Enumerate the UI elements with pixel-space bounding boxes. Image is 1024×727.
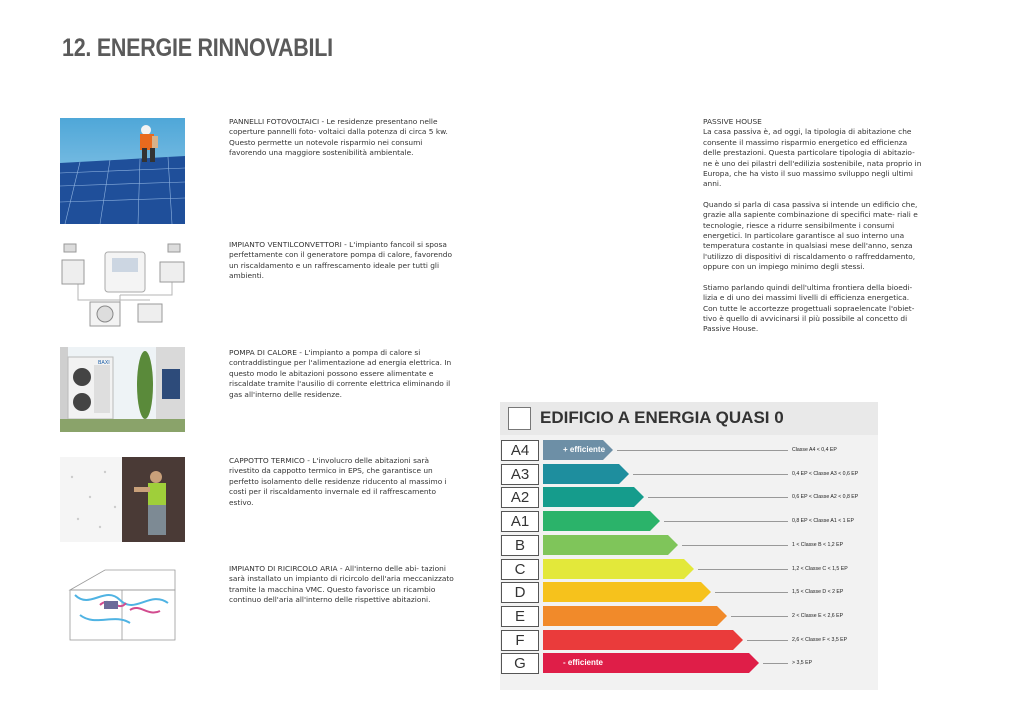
energy-class-range: 2 < Classe E < 2,6 EP — [792, 613, 844, 619]
energy-class-bar-text: + efficiente — [563, 445, 606, 454]
section-heat-pump — [229, 348, 454, 400]
leader-line — [731, 616, 788, 617]
checkbox-icon — [508, 407, 531, 430]
energy-class-range: 2,6 < Classe F < 3,5 EP — [792, 637, 848, 643]
passive-house-paragraph-2: Quando si parla di casa passiva si intende un edificio che, grazie alla sapiente combinazione di specifici mate- riali e tecnologie, riesce a ridurre sensibilmente i consumi energetici. In particolare garantisce al suo interno una temperatura costante in qualsiasi mese dell'anno, senza l'utilizzo di dispositivi di riscaldamento o raffreddamento, oppure con un impiego minimo degli stessi. — [703, 199, 918, 272]
energy-class-bar — [543, 630, 743, 650]
energy-class-range: 0,4 EP < Classe A3 < 0,6 EP — [792, 471, 859, 477]
energy-class-bar — [543, 440, 613, 460]
leader-line — [715, 592, 788, 593]
section-thermal-coat — [229, 456, 454, 508]
section-heading: IMPIANTO VENTILCONVETTORI - — [229, 240, 347, 249]
svg-text:BAXI: BAXI — [98, 360, 110, 366]
energy-class-range: 0,6 EP < Classe A2 < 0,8 EP — [792, 494, 859, 500]
energy-class-label: A3 — [501, 464, 539, 485]
leader-line — [698, 569, 788, 570]
section-text: All'interno delle abi- tazioni sarà installato un impianto di ricircolo dell'aria meccanizzato tramite la macchina VMC. Questo favorisce un ricambio continuo dell'aria all'interno delle rispettive abitazioni. — [229, 564, 454, 605]
energy-class-bar — [543, 606, 727, 626]
heat-pump-image — [60, 347, 185, 432]
section-heading: IMPIANTO DI RICIRCOLO ARIA - — [229, 564, 343, 573]
energy-class-bar — [543, 487, 644, 507]
chart-title: EDIFICIO A ENERGIA QUASI 0 — [540, 408, 784, 427]
section-heading: POMPA DI CALORE - — [229, 348, 302, 357]
energy-class-label: B — [501, 535, 539, 556]
energy-class-label: F — [501, 630, 539, 651]
energy-class-bar — [543, 559, 694, 579]
section-text: L'impianto fancoil si sposa perfettamente con il generatore pompa di calore, favorendo un riscaldamento e un raffrescamento ideale per tutti gli ambienti. — [229, 240, 452, 281]
energy-class-range: 0,8 EP < Classe A1 < 1 EP — [792, 518, 854, 524]
energy-class-range: 1,2 < Classe C < 1,5 EP — [792, 566, 848, 572]
energy-class-range: > 3,5 EP — [792, 660, 813, 666]
section-heading: CAPPOTTO TERMICO - — [229, 456, 310, 465]
leader-line — [664, 521, 788, 522]
passive-house-paragraph-1: La casa passiva è, ad oggi, la tipologia di abitazione che consente il massimo risparmio energetico ed efficienza delle prestazioni. Questa particolare tipologia di abitazio- ne è uno dei pilastri dell'edilizia sostenibile, nata proprio in Europa, che ha visto il suo massimo sviluppo negli ultimi anni. — [703, 127, 922, 189]
leader-line — [648, 497, 788, 498]
energy-class-bar — [543, 653, 759, 673]
energy-class-bar — [543, 582, 711, 602]
section-text: Le residenze presentano nelle coperture pannelli foto- voltaici dalla potenza di circa 5 kw. Questo permette un notevole risparmio nei consumi favorendo una maggiore sostenibilità ambientale. — [229, 117, 448, 158]
thermal-insulation-image — [60, 457, 185, 542]
energy-class-label: A4 — [501, 440, 539, 461]
section-fancoil — [229, 240, 454, 282]
leader-line — [617, 450, 788, 451]
energy-class-range: 1 < Classe B < 1,2 EP — [792, 542, 844, 548]
passive-house-heading: PASSIVE HOUSE — [703, 117, 762, 126]
energy-class-bar — [543, 535, 678, 555]
section-text: L'involucro delle abitazioni sarà rivestito da cappotto termico in EPS, che garantisce un perfetto isolamento delle residenze riducento al massimo i costi per il riscaldamento invernale ed il raffrescamento estivo. — [229, 456, 447, 507]
energy-class-bar-text: - efficiente — [563, 658, 604, 667]
section-heading: PANNELLI FOTOVOLTAICI - — [229, 117, 325, 126]
energy-class-label: G — [501, 653, 539, 674]
energy-class-label: A2 — [501, 487, 539, 508]
leader-line — [763, 663, 788, 664]
page-title: 12. ENERGIE RINNOVABILI — [62, 34, 333, 62]
energy-class-label: D — [501, 582, 539, 603]
energy-class-label: A1 — [501, 511, 539, 532]
energy-class-bar — [543, 511, 660, 531]
passive-house-paragraph-3: Stiamo parlando quindi dell'ultima frontiera della bioedi- lizia e di uno dei massimi livelli di efficienza energetica. Con tutte le accortezze progettuali sopraelencate l'obiet- tivo è quello di avvicinarsi il più possibile al concetto di Passive House. — [703, 282, 915, 334]
energy-class-label: E — [501, 606, 539, 627]
leader-line — [633, 474, 788, 475]
leader-line — [747, 640, 788, 641]
chart-header — [500, 402, 878, 435]
photovoltaic-panels-image — [60, 118, 185, 224]
energy-class-range: 1,5 < Classe D < 2 EP — [792, 589, 844, 595]
leader-line — [682, 545, 788, 546]
section-air-recirculation — [229, 564, 454, 606]
air-recirculation-image — [60, 565, 185, 645]
section-photovoltaic — [229, 117, 454, 159]
energy-class-range: Classe A4 < 0,4 EP — [792, 447, 837, 453]
fancoil-system-image — [60, 240, 185, 328]
section-text: L'impianto a pompa di calore si contraddistingue per l'alimentazione ad energia elettrica. In questo modo le abitazioni possono essere alimentate e riscaldate tramite l'ausilio di corrente elettrica eliminando il gas all'interno delle residenze. — [229, 348, 452, 399]
energy-class-bar — [543, 464, 629, 484]
energy-class-label: C — [501, 559, 539, 580]
passive-house-section — [703, 117, 923, 345]
